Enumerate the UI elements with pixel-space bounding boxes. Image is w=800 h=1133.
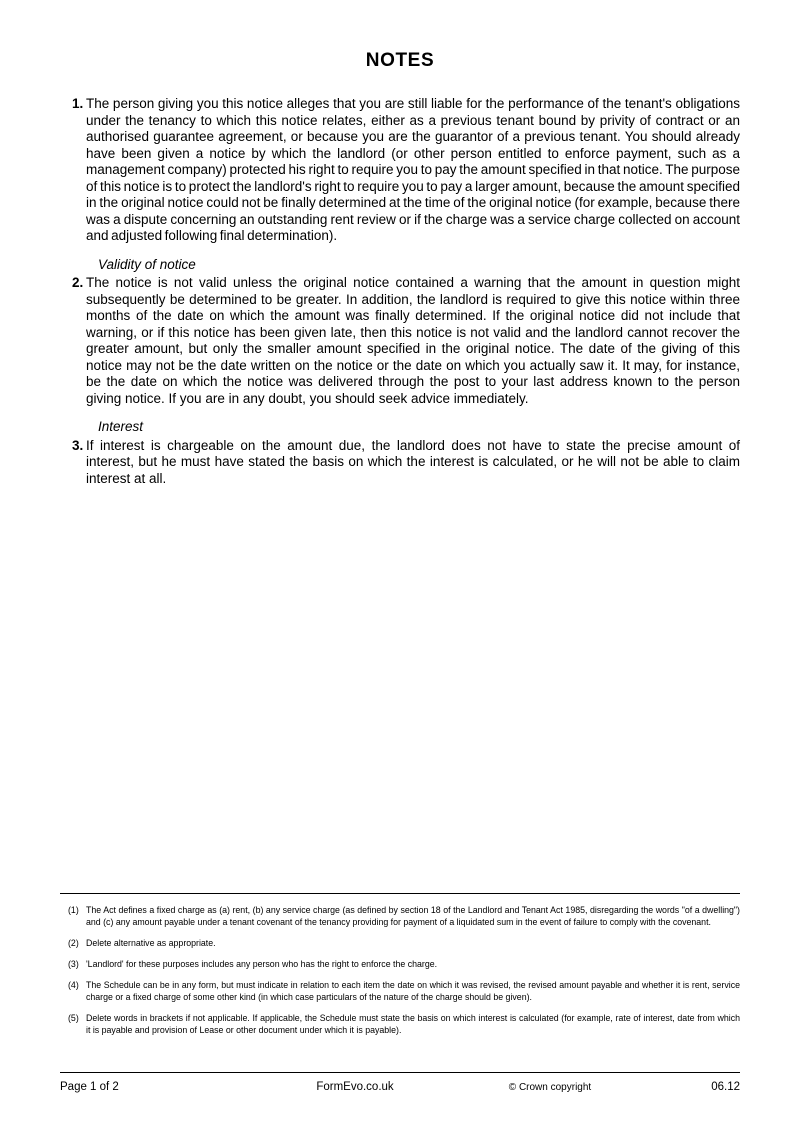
- page-title: NOTES: [365, 50, 435, 71]
- note-number: 1.: [72, 96, 84, 111]
- footnote-number: (3): [68, 959, 79, 969]
- page-number-label: Page 1 of 2: [60, 1081, 119, 1093]
- note-text: The notice is not valid unless the original notice contained a warning that the amount in question might subsequently be determined to be greater. In addition, the landlord is required to give this notice within three months of the date on which the amount was finally determined. If the original notice did not include that warning, or if this notice has been given late, then this notice is not valid and the landlord cannot recover the greater amount, but only the smaller amount specified in the original notice. The date of the giving of this notice may not be the date written on the notice or the date on which you actually saw it. It may, for instance, be the date on which the notice was delivered through the post to your last address known to the person giving notice. If you are in any doubt, you should seek advice immediately.: [86, 275, 740, 406]
- footnote-item: [60, 904, 740, 928]
- footnote-number: (5): [68, 1013, 79, 1023]
- copyright-label: © Crown copyright: [508, 1082, 592, 1093]
- footnote-item: [60, 979, 740, 1003]
- note-number: 3.: [72, 437, 84, 453]
- footnote-text: Delete alternative as appropriate.: [86, 938, 216, 948]
- footnote-text: 'Landlord' for these purposes includes any person who has the right to enforce the charge.: [86, 959, 438, 969]
- note-text: The person giving you this notice alleges that you are still liable for the performance of the tenant's obligations under the tenancy to which this notice relates, either as a previous tenant bound by privity of contract or an authorised guarantee agreement, or because you are the guarantor of a previous tenant. You should already have been given a notice by which the landlord (or other person entitled to enforce payment, such as a management company) protected his right to require you to pay the amount specified in that notice. The purpose of this notice is to protect the landlord's right to require you to pay a larger amount, because the amount specified in the original notice could not be finally determined at the time of the original notice (for example, because there was a dispute concerning an outstanding rent review or if the charge was a service charge collected on account and adjusted following final determination).: [86, 96, 740, 243]
- footnote-text: Delete words in brackets if not applicable. If applicable, the Schedule must state the basis on which interest is calculated (for example, rate of interest, date from which it is payable and provision of Lease or other document under which it is payable).: [86, 1013, 740, 1035]
- note-item: [60, 96, 740, 245]
- site-link[interactable]: FormEvo.co.uk: [316, 1081, 394, 1093]
- footer-divider: [60, 1072, 740, 1073]
- section-heading-validity: Validity of notice: [98, 256, 196, 272]
- note-item: [60, 438, 740, 488]
- footnote-number: (2): [68, 938, 79, 948]
- footnote-item: [60, 958, 740, 970]
- page-footer: [60, 1072, 740, 1093]
- footnote-number: (4): [68, 980, 79, 990]
- note-text: If interest is chargeable on the amount due, the landlord does not have to state the precise amount of interest, but he must have stated the basis on which the interest is calculated, or he will not be able to claim interest at all.: [86, 437, 740, 486]
- footnote-text: The Act defines a fixed charge as (a) rent, (b) any service charge (as defined by section 18 of the Landlord and Tenant Act 1985, disregarding the words "of a dwelling") and (c) any amount payable under a tenant covenant of the tenancy providing for payment of a liquidated sum in the event of failure to comply with the covenant.: [86, 905, 740, 927]
- footnote-text: The Schedule can be in any form, but must indicate in relation to each item the date on which it was revised, the revised amount payable and whether it is rent, service charge or a fixed charge of some other kind (in which case particulars of the nature of the charge should be given).: [86, 980, 740, 1002]
- note-number: 2.: [72, 275, 84, 290]
- footnote-number: (1): [68, 905, 79, 915]
- note-item: [60, 275, 740, 407]
- footnote-item: [60, 1012, 740, 1036]
- footnote-item: [60, 937, 740, 949]
- notes-section: [60, 50, 740, 491]
- section-heading-interest: Interest: [98, 419, 144, 434]
- footnotes-section: [60, 893, 740, 1045]
- form-version: 06.12: [711, 1081, 740, 1093]
- footnotes-divider: [60, 893, 740, 894]
